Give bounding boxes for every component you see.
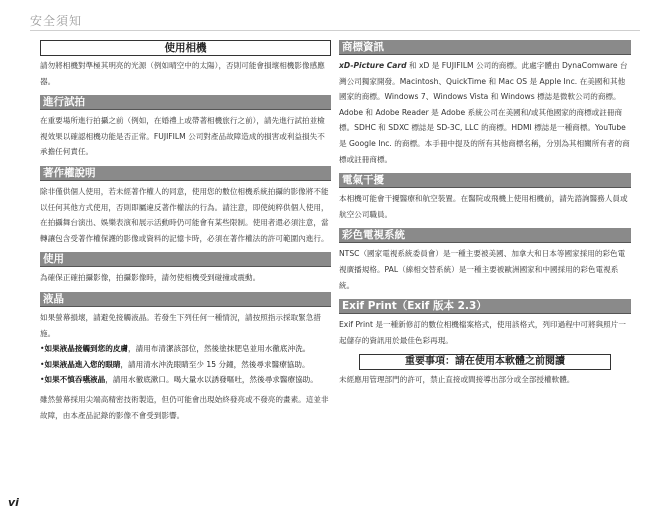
lcd-bullet-eyes-rest: ，請用清水沖洗眼睛至少 15 分鐘，然後尋求醫療協助。: [120, 359, 310, 369]
page-header-title: 安全須知: [30, 14, 83, 28]
lcd-bullet-swallow-rest: ，請用水徹底漱口。喝大量水以誘發嘔吐，然後尋求醫療協助。: [105, 375, 318, 385]
lcd-bullet-skin-rest: ，請用布清潔該部位，然後塗抹肥皂並用水徹底沖洗。: [128, 344, 311, 354]
camera-use-text: 請勿將相機對準極其明亮的光源（例如晴空中的太陽），否則可能會損壞相機影像感應器。: [40, 61, 325, 86]
lcd-bullet-swallow-bold: 如果不慎吞嚥液晶: [44, 375, 106, 385]
lcd-bullet-eyes-bold: 如果液晶進入您的眼睛: [44, 359, 121, 369]
important-notice-text: 未經應用管理部門的許可，禁止直接或間接導出部分或全部授權軟體。: [339, 375, 575, 385]
trademark-text: [339, 58, 631, 167]
trademark-title: 商標資訊: [339, 40, 631, 55]
trademark-body: 和 xD 是 FUJIFILM 公司的商標。此處字體由 DynaComware 台灣公司獨家開發。Macintosh、QuickTime 和 Mac OS 是 Apple Inc. 在美國和其他國家的商標。Windows 7、Windows Vista 和 Windows 標誌是微軟公司的商標。Adobe 和 Adobe Reader 是 Adobe 系統公司在美國和/或其他國家的商標或註冊商標。SDHC 和 SDXC 標誌是 SD-3C, LLC 的商標。HDMI 標誌是一種商標。YouTube 是 Google Inc. 的商標。本手冊中提及的所有其他商標名稱，分別為其相關所有者的商標或註冊商標。: [339, 61, 630, 164]
header-divider: [30, 30, 640, 31]
lcd-title: 液晶: [40, 292, 331, 307]
lcd-intro: 如果螢幕損壞，請避免接觸液晶。若發生下列任何一種情況，請按照指示採取緊急措施。: [40, 312, 321, 338]
test-shot-title: 進行試拍: [40, 95, 331, 110]
camera-use-title: 使用相機: [40, 40, 331, 56]
interference-title: 電氣干擾: [339, 173, 631, 188]
exif-title: Exif Print（Exif 版本 2.3）: [339, 299, 631, 314]
lcd-closing: 雖然螢幕採用尖端高精密技術製造，但仍可能會出現始終發亮或不發亮的畫素。這並非故障，由本產品記錄的影像不會受到影響。: [40, 394, 329, 420]
handling-title: 使用: [40, 252, 331, 267]
left-column: [40, 40, 331, 423]
exif-text: Exif Print 是一種新修訂的數位相機檔案格式，使用該格式，列印過程中可將與照片一起儲存的資訊用於最佳色彩再現。: [339, 320, 626, 345]
color-tv-title: 彩色電視系統: [339, 228, 631, 243]
right-column: [339, 40, 631, 388]
copyright-text: 除非僅供個人使用，若未經著作權人的同意，使用您的數位相機系統拍攝的影像將不能以任何其他方式使用，否則即屬違反著作權法的行為。請注意，即使純粹供個人使用，在拍攝舞台演出、娛樂表演和展示活動時仍可能會有某些限制。使用者還必須注意，當轉讓包含受著作權保護的影像或資料的記憶卡時，必須在著作權法的許可範圍內進行。: [40, 186, 329, 243]
lcd-bullet-skin-bold: 如果液晶接觸到您的皮膚: [44, 344, 129, 354]
copyright-title: 著作權說明: [40, 166, 331, 181]
lcd-bullet-skin: •如果液晶接觸到您的皮膚，請用布清潔該部位，然後塗抹肥皂並用水徹底沖洗。: [40, 344, 311, 354]
lcd-bullet-swallow: •如果不慎吞嚥液晶，請用水徹底漱口。喝大量水以誘發嘔吐，然後尋求醫療協助。: [40, 375, 318, 385]
color-tv-text: NTSC（國家電視系統委員會）是一種主要被美國、加拿大和日本等國家採用的彩色電視廣播規格。PAL（線相交替系統）是一種主要被歐洲國家和中國採用的彩色電視系統。: [339, 249, 626, 290]
handling-text: 為確保正確拍攝影像，拍攝影像時，請勿使相機受到碰撞或震動。: [40, 273, 261, 283]
interference-text: 本相機可能會干擾醫療和航空裝置。在醫院或飛機上使用相機前，請先諮詢醫務人員或航空公司職員。: [339, 194, 628, 219]
page-number: vi: [8, 496, 19, 509]
lcd-bullet-eyes: •如果液晶進入您的眼睛，請用清水沖洗眼睛至少 15 分鐘，然後尋求醫療協助。: [40, 359, 310, 369]
xd-card-name: xD-Picture Card: [339, 61, 407, 70]
important-notice-title: 重要事項：請在使用本軟體之前閱讀: [359, 354, 611, 370]
test-shot-text: 在重要場所進行拍攝之前（例如，在婚禮上或帶著相機旅行之前），請先進行試拍並檢視效果以確認相機功能是否正常。FUJIFILM 公司對產品故障造成的損害或利益損失不承擔任何責任。: [40, 116, 325, 157]
